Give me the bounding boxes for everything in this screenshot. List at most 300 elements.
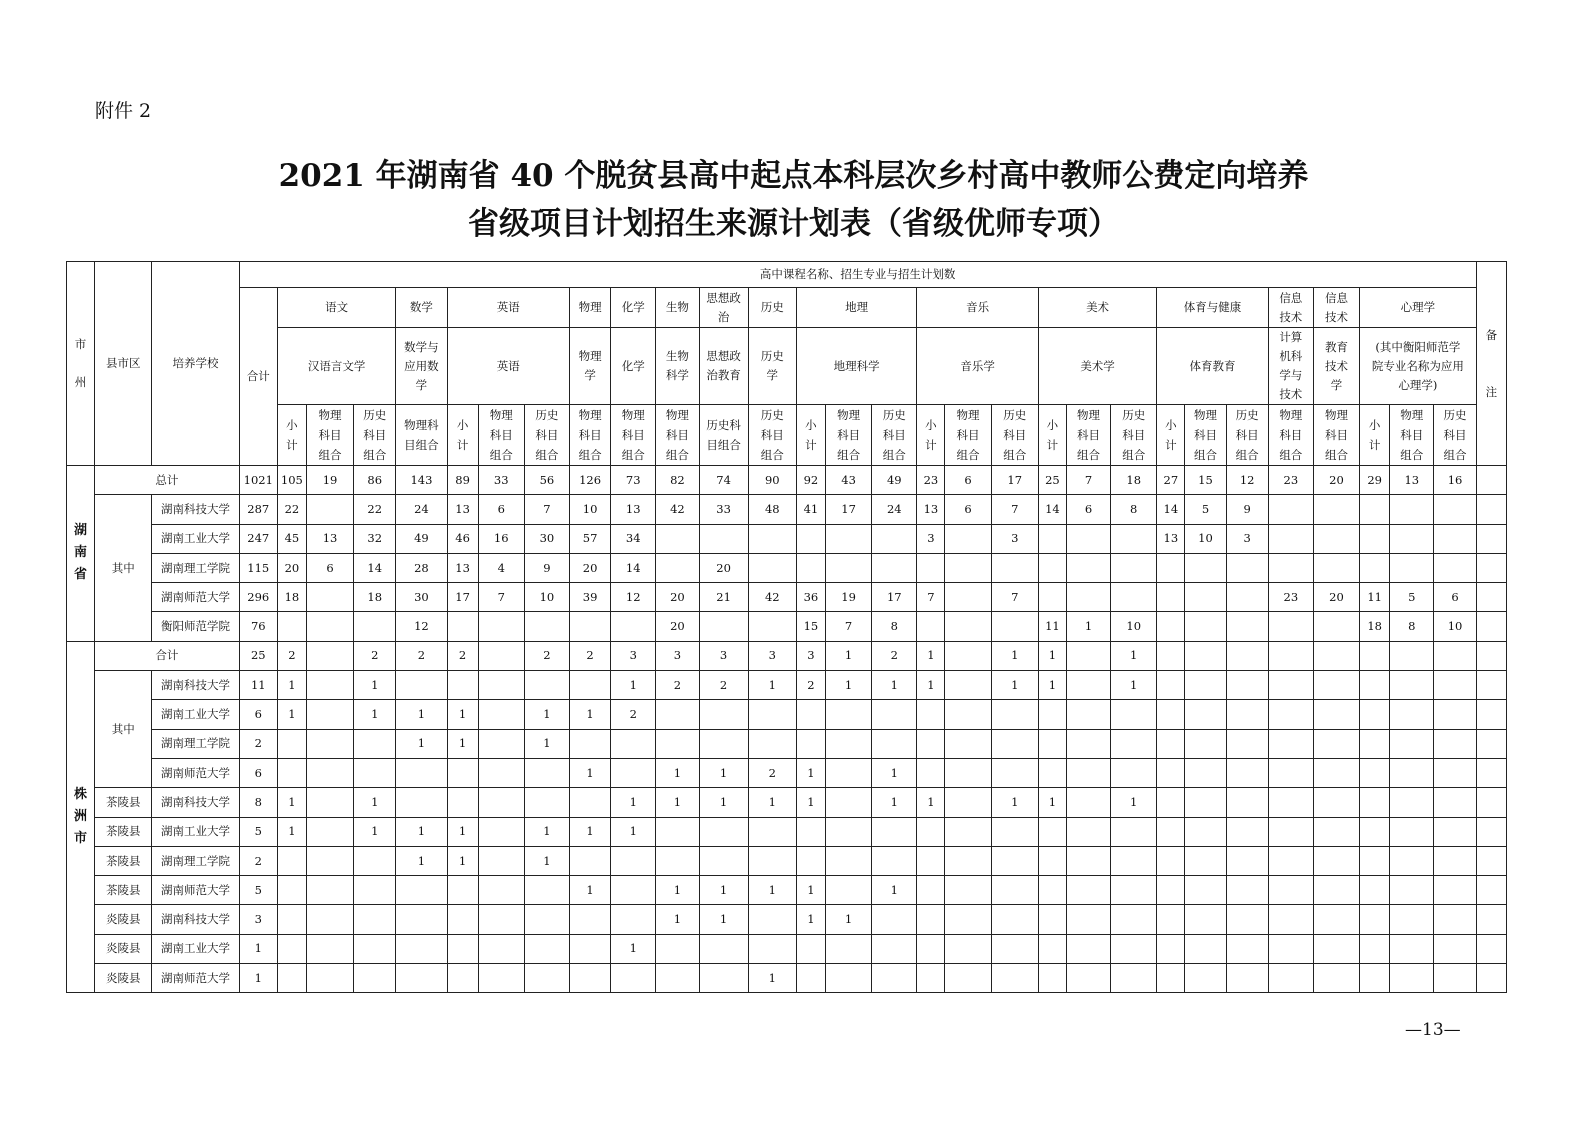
data-cell xyxy=(1226,964,1268,993)
sub-header-cell: 历史 科目 组合 xyxy=(748,405,796,466)
sub-header-cell: 历史科 目组合 xyxy=(699,405,748,466)
data-cell: 36 xyxy=(796,583,825,612)
school-name: 湖南工业大学 xyxy=(152,934,239,963)
data-cell xyxy=(1434,934,1476,963)
data-cell xyxy=(991,934,1038,963)
school-name: 湖南师范大学 xyxy=(152,964,239,993)
county-name: 炎陵县 xyxy=(95,905,152,934)
data-cell: 20 xyxy=(570,553,611,582)
data-cell xyxy=(1226,671,1268,700)
data-cell xyxy=(478,905,524,934)
table-row xyxy=(67,788,1507,817)
data-cell xyxy=(1066,788,1110,817)
data-cell xyxy=(1434,758,1476,787)
data-cell xyxy=(1157,817,1185,846)
data-cell: 6 xyxy=(306,553,353,582)
major-music: 音乐学 xyxy=(917,328,1038,405)
data-cell: 7 xyxy=(991,495,1038,524)
data-cell xyxy=(991,964,1038,993)
summary-row xyxy=(67,466,1507,495)
data-cell xyxy=(917,700,945,729)
data-cell xyxy=(917,964,945,993)
data-cell xyxy=(825,934,871,963)
data-cell xyxy=(1313,788,1359,817)
data-cell: 5 xyxy=(1185,495,1226,524)
data-cell xyxy=(570,846,611,875)
data-cell xyxy=(1111,934,1157,963)
data-cell xyxy=(1476,817,1506,846)
data-cell: 9 xyxy=(524,553,569,582)
data-cell xyxy=(1066,641,1110,670)
data-cell: 105 xyxy=(277,466,306,495)
data-cell xyxy=(1066,758,1110,787)
table-row xyxy=(67,700,1507,729)
table-row xyxy=(67,964,1507,993)
data-cell: 1021 xyxy=(239,466,277,495)
data-cell xyxy=(478,700,524,729)
data-cell: 10 xyxy=(1111,612,1157,641)
data-cell: 57 xyxy=(570,524,611,553)
data-cell: 17 xyxy=(991,466,1038,495)
data-cell xyxy=(1476,466,1506,495)
school-name: 湖南科技大学 xyxy=(152,788,239,817)
data-cell xyxy=(1111,700,1157,729)
document-title-line1: 2021 年湖南省 40 个脱贫县高中起点本科层次乡村高中教师公费定向培养 xyxy=(278,158,1309,194)
attachment-label: 附件 2 xyxy=(95,100,152,122)
data-cell xyxy=(1111,583,1157,612)
data-cell: 1 xyxy=(1111,671,1157,700)
data-cell: 20 xyxy=(277,553,306,582)
data-cell xyxy=(306,495,353,524)
data-cell xyxy=(825,788,871,817)
data-cell xyxy=(748,846,796,875)
data-cell: 42 xyxy=(656,495,699,524)
data-cell xyxy=(991,758,1038,787)
data-cell: 8 xyxy=(239,788,277,817)
data-cell xyxy=(825,876,871,905)
data-cell xyxy=(611,964,656,993)
data-cell: 1 xyxy=(396,729,447,758)
school-name: 衡阳师范学院 xyxy=(152,612,239,641)
data-cell: 6 xyxy=(945,466,991,495)
data-cell xyxy=(796,524,825,553)
data-cell: 13 xyxy=(1390,466,1434,495)
data-cell: 11 xyxy=(1038,612,1066,641)
data-cell xyxy=(611,905,656,934)
data-cell xyxy=(524,788,569,817)
data-cell: 1 xyxy=(748,964,796,993)
data-cell: 1 xyxy=(656,758,699,787)
data-cell: 1 xyxy=(354,817,396,846)
data-cell: 19 xyxy=(306,466,353,495)
course-chemistry: 化学 xyxy=(611,288,656,328)
data-cell xyxy=(1476,876,1506,905)
data-cell: 1 xyxy=(825,641,871,670)
data-cell xyxy=(1111,817,1157,846)
data-cell xyxy=(1111,758,1157,787)
data-cell: 43 xyxy=(825,466,871,495)
data-cell: 1 xyxy=(656,876,699,905)
sub-header-cell: 小 计 xyxy=(1360,405,1390,466)
data-cell xyxy=(277,612,306,641)
data-cell xyxy=(1226,817,1268,846)
data-cell xyxy=(748,612,796,641)
data-cell: 1 xyxy=(611,934,656,963)
sub-header-cell: 物理 科目 组合 xyxy=(478,405,524,466)
data-cell xyxy=(611,876,656,905)
data-cell: 3 xyxy=(917,524,945,553)
data-cell: 14 xyxy=(611,553,656,582)
data-cell: 12 xyxy=(611,583,656,612)
data-cell xyxy=(1157,583,1185,612)
data-cell xyxy=(1268,934,1313,963)
data-cell xyxy=(917,817,945,846)
data-cell: 1 xyxy=(396,817,447,846)
data-cell: 17 xyxy=(872,583,917,612)
data-cell xyxy=(1226,583,1268,612)
data-cell xyxy=(1157,612,1185,641)
data-cell: 2 xyxy=(656,671,699,700)
data-cell: 8 xyxy=(1111,495,1157,524)
major-math: 数学与 应用数 学 xyxy=(396,328,447,405)
sub-header-cell: 物理 科目 组合 xyxy=(1066,405,1110,466)
group-label: 其中 xyxy=(95,671,152,788)
data-cell xyxy=(991,905,1038,934)
data-cell xyxy=(524,964,569,993)
data-cell xyxy=(447,758,478,787)
data-cell xyxy=(1268,876,1313,905)
data-cell xyxy=(1226,788,1268,817)
data-cell xyxy=(872,524,917,553)
course-music: 音乐 xyxy=(917,288,1038,328)
data-cell: 2 xyxy=(277,641,306,670)
data-cell xyxy=(1313,612,1359,641)
page-number: —13— xyxy=(1405,1020,1461,1040)
data-cell: 29 xyxy=(1360,466,1390,495)
data-cell xyxy=(1390,671,1434,700)
data-cell xyxy=(945,553,991,582)
data-cell: 1 xyxy=(570,758,611,787)
data-cell xyxy=(699,964,748,993)
sub-header-cell: 小 计 xyxy=(917,405,945,466)
data-cell xyxy=(524,758,569,787)
data-cell xyxy=(1313,846,1359,875)
data-cell xyxy=(1157,641,1185,670)
data-cell xyxy=(611,846,656,875)
data-cell: 2 xyxy=(611,700,656,729)
data-cell xyxy=(1268,817,1313,846)
data-cell: 1 xyxy=(991,671,1038,700)
data-cell xyxy=(1434,788,1476,817)
school-name: 湖南理工学院 xyxy=(152,729,239,758)
data-cell xyxy=(1038,524,1066,553)
data-cell xyxy=(1268,495,1313,524)
data-cell xyxy=(447,905,478,934)
data-cell xyxy=(1360,964,1390,993)
data-cell xyxy=(277,934,306,963)
data-cell xyxy=(796,700,825,729)
data-cell: 1 xyxy=(570,700,611,729)
data-cell xyxy=(1268,729,1313,758)
data-cell xyxy=(1476,524,1506,553)
table-row xyxy=(67,934,1507,963)
data-cell xyxy=(1185,876,1226,905)
data-cell: 1 xyxy=(354,700,396,729)
data-cell xyxy=(991,846,1038,875)
data-cell: 1 xyxy=(825,671,871,700)
data-cell xyxy=(796,817,825,846)
data-cell: 1 xyxy=(872,876,917,905)
table-row xyxy=(67,495,1507,524)
data-cell xyxy=(796,729,825,758)
data-cell xyxy=(1268,671,1313,700)
data-cell xyxy=(1360,846,1390,875)
data-cell xyxy=(1434,700,1476,729)
county-name: 茶陵县 xyxy=(95,817,152,846)
course-it-1: 信息 技术 xyxy=(1268,288,1313,328)
data-cell xyxy=(306,612,353,641)
data-cell xyxy=(1434,729,1476,758)
data-cell: 6 xyxy=(1066,495,1110,524)
data-cell: 18 xyxy=(1111,466,1157,495)
data-cell xyxy=(1313,524,1359,553)
data-cell: 7 xyxy=(825,612,871,641)
data-cell xyxy=(1390,524,1434,553)
data-cell xyxy=(1268,700,1313,729)
data-cell xyxy=(524,905,569,934)
data-cell: 1 xyxy=(396,846,447,875)
data-cell xyxy=(1268,758,1313,787)
data-cell: 247 xyxy=(239,524,277,553)
data-cell xyxy=(825,553,871,582)
course-politics: 思想政 治 xyxy=(699,288,748,328)
data-cell: 1 xyxy=(611,788,656,817)
data-cell: 25 xyxy=(1038,466,1066,495)
data-cell xyxy=(1360,788,1390,817)
data-cell xyxy=(748,700,796,729)
data-cell: 1 xyxy=(239,964,277,993)
data-cell: 28 xyxy=(396,553,447,582)
table-row xyxy=(67,553,1507,582)
data-cell xyxy=(1390,788,1434,817)
data-cell xyxy=(478,758,524,787)
data-cell: 48 xyxy=(748,495,796,524)
data-cell: 13 xyxy=(611,495,656,524)
data-cell: 17 xyxy=(825,495,871,524)
data-cell xyxy=(354,612,396,641)
data-cell: 7 xyxy=(991,583,1038,612)
data-cell xyxy=(1066,876,1110,905)
data-cell: 6 xyxy=(1434,583,1476,612)
data-cell xyxy=(354,934,396,963)
data-cell xyxy=(1390,553,1434,582)
data-cell: 2 xyxy=(872,641,917,670)
sub-header-cell: 小 计 xyxy=(796,405,825,466)
data-cell xyxy=(306,641,353,670)
data-cell xyxy=(1476,495,1506,524)
data-cell xyxy=(306,876,353,905)
data-cell xyxy=(447,671,478,700)
data-cell xyxy=(656,700,699,729)
data-cell xyxy=(1185,846,1226,875)
data-cell xyxy=(1066,671,1110,700)
data-cell xyxy=(1066,817,1110,846)
data-cell: 3 xyxy=(699,641,748,670)
data-cell: 1 xyxy=(396,700,447,729)
data-cell: 1 xyxy=(872,671,917,700)
course-art: 美术 xyxy=(1038,288,1156,328)
data-cell: 20 xyxy=(699,553,748,582)
data-cell: 287 xyxy=(239,495,277,524)
data-cell: 7 xyxy=(1066,466,1110,495)
data-cell xyxy=(354,876,396,905)
data-cell: 22 xyxy=(277,495,306,524)
data-cell xyxy=(570,729,611,758)
data-cell xyxy=(1313,964,1359,993)
course-math: 数学 xyxy=(396,288,447,328)
data-cell: 1 xyxy=(796,905,825,934)
data-cell xyxy=(699,729,748,758)
data-cell: 21 xyxy=(699,583,748,612)
data-cell xyxy=(277,905,306,934)
data-cell xyxy=(945,524,991,553)
data-cell xyxy=(945,583,991,612)
data-cell xyxy=(1390,905,1434,934)
major-it-1: 计算 机科 学与 技术 xyxy=(1268,328,1313,405)
data-cell: 1 xyxy=(917,641,945,670)
data-cell xyxy=(1434,671,1476,700)
data-cell xyxy=(945,964,991,993)
data-cell: 30 xyxy=(524,524,569,553)
data-cell xyxy=(354,964,396,993)
data-cell xyxy=(825,758,871,787)
data-cell: 2 xyxy=(796,671,825,700)
data-cell: 27 xyxy=(1157,466,1185,495)
data-cell xyxy=(478,788,524,817)
table-row xyxy=(67,876,1507,905)
data-cell xyxy=(396,788,447,817)
data-cell: 1 xyxy=(1111,641,1157,670)
data-cell: 8 xyxy=(1390,612,1434,641)
data-cell xyxy=(1038,905,1066,934)
data-cell xyxy=(277,964,306,993)
data-cell: 1 xyxy=(917,788,945,817)
data-cell xyxy=(991,553,1038,582)
data-cell: 23 xyxy=(1268,466,1313,495)
school-name: 湖南师范大学 xyxy=(152,583,239,612)
data-cell: 20 xyxy=(656,583,699,612)
major-art: 美术学 xyxy=(1038,328,1156,405)
data-cell xyxy=(1313,729,1359,758)
data-cell: 46 xyxy=(447,524,478,553)
data-cell xyxy=(396,758,447,787)
school-name: 湖南师范大学 xyxy=(152,876,239,905)
data-cell xyxy=(478,876,524,905)
data-cell: 1 xyxy=(1038,788,1066,817)
data-cell xyxy=(699,934,748,963)
data-cell xyxy=(478,817,524,846)
data-cell: 2 xyxy=(524,641,569,670)
data-cell xyxy=(1268,524,1313,553)
data-cell xyxy=(1066,583,1110,612)
data-cell xyxy=(917,934,945,963)
data-cell xyxy=(872,905,917,934)
col-header-remark: 备 注 xyxy=(1476,262,1506,466)
data-cell xyxy=(1476,729,1506,758)
data-cell: 32 xyxy=(354,524,396,553)
data-cell xyxy=(1313,934,1359,963)
data-cell xyxy=(1111,876,1157,905)
data-cell xyxy=(945,934,991,963)
data-cell xyxy=(1360,641,1390,670)
sub-header-cell: 小 计 xyxy=(1038,405,1066,466)
data-cell: 1 xyxy=(277,700,306,729)
data-cell: 143 xyxy=(396,466,447,495)
data-cell xyxy=(1476,846,1506,875)
data-cell xyxy=(1111,964,1157,993)
data-cell xyxy=(306,729,353,758)
data-cell: 12 xyxy=(396,612,447,641)
summary-label: 合计 xyxy=(95,641,240,670)
data-cell xyxy=(1268,612,1313,641)
data-cell: 3 xyxy=(656,641,699,670)
data-cell xyxy=(1226,846,1268,875)
major-history: 历史 学 xyxy=(748,328,796,405)
data-cell xyxy=(1434,553,1476,582)
data-cell: 7 xyxy=(478,583,524,612)
data-cell xyxy=(917,905,945,934)
data-cell xyxy=(478,612,524,641)
data-cell xyxy=(748,524,796,553)
data-cell: 5 xyxy=(239,817,277,846)
table-row xyxy=(67,758,1507,787)
data-cell: 1 xyxy=(748,671,796,700)
document-title-line2: 省级项目计划招生来源计划表（省级优师专项） xyxy=(468,206,1119,242)
data-cell: 90 xyxy=(748,466,796,495)
data-cell xyxy=(1360,671,1390,700)
data-cell xyxy=(1226,612,1268,641)
sub-header-cell: 物理 科目 组合 xyxy=(825,405,871,466)
data-cell: 1 xyxy=(447,817,478,846)
data-cell xyxy=(796,964,825,993)
data-cell xyxy=(277,846,306,875)
sub-header-cell: 物理 科目 组合 xyxy=(1313,405,1359,466)
data-cell: 92 xyxy=(796,466,825,495)
data-cell xyxy=(1157,788,1185,817)
data-cell xyxy=(1360,934,1390,963)
sub-header-cell: 小 计 xyxy=(447,405,478,466)
data-cell: 3 xyxy=(991,524,1038,553)
school-name: 湖南工业大学 xyxy=(152,700,239,729)
data-cell xyxy=(872,729,917,758)
data-cell xyxy=(1038,729,1066,758)
data-cell: 1 xyxy=(991,788,1038,817)
col-header-city: 市 州 xyxy=(67,262,95,466)
data-cell: 1 xyxy=(699,876,748,905)
data-cell xyxy=(1476,671,1506,700)
data-cell xyxy=(1313,553,1359,582)
data-cell xyxy=(991,817,1038,846)
data-cell xyxy=(277,729,306,758)
data-cell xyxy=(478,729,524,758)
data-cell xyxy=(1185,788,1226,817)
data-cell xyxy=(656,729,699,758)
sub-header-cell: 物理 科目 组合 xyxy=(1268,405,1313,466)
data-cell: 25 xyxy=(239,641,277,670)
data-cell xyxy=(699,700,748,729)
course-it-2: 信息 技术 xyxy=(1313,288,1359,328)
data-cell: 1 xyxy=(699,788,748,817)
